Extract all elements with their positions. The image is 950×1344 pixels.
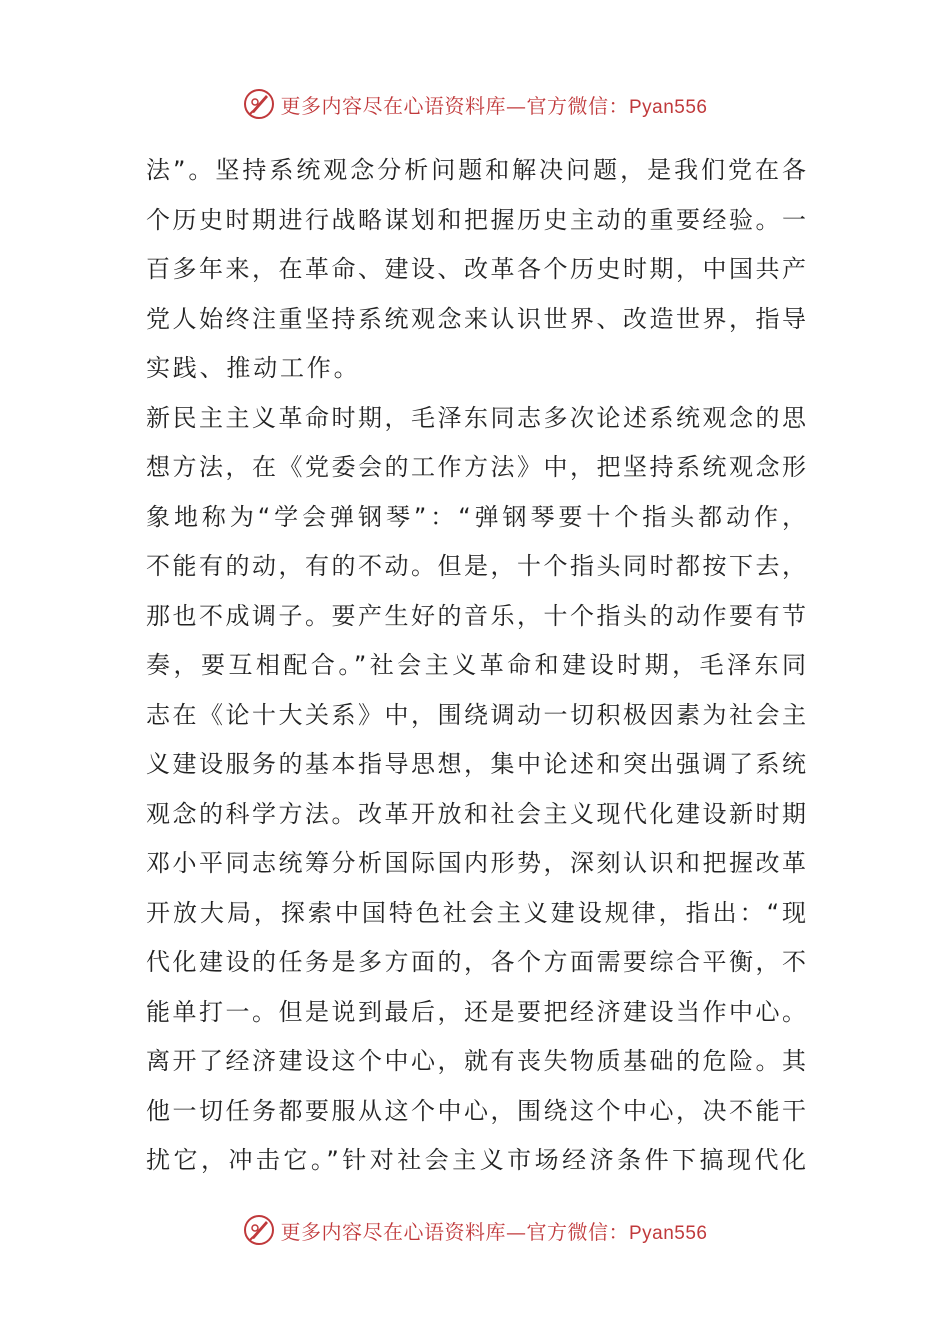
text-line: 扰它，冲击它。”针对社会主义市场经济条件下搞现代化 [146, 1146, 806, 1174]
text-line: 百多年来，在革命、建设、改革各个历史时期，中国共产 [146, 255, 806, 283]
text-line: 不能有的动，有的不动。但是，十个指头同时都按下去， [146, 552, 806, 580]
watermark-brand: 更多内容尽在心语资料库 [280, 93, 506, 118]
text-line: 邓小平同志统筹分析国际国内形势，深刻认识和把握改革 [146, 849, 806, 877]
text-line: 党人始终注重坚持系统观念来认识世界、改造世界，指导 [146, 304, 806, 333]
text-line: 法”。坚持系统观念分析问题和解决问题，是我们党在各 [146, 156, 806, 184]
watermark-dash: — [505, 1219, 527, 1244]
text-line: 个历史时期进行战略谋划和把握历史主动的重要经验。一 [146, 205, 806, 234]
text-line: 离开了经济建设这个中心，就有丧失物质基础的危险。其 [146, 1047, 806, 1075]
text-line: 奏，要互相配合。”社会主义革命和建设时期，毛泽东同 [146, 651, 806, 679]
text-line: 开放大局，探索中国特色社会主义建设规律，指出：“现 [146, 898, 806, 927]
quill-logo-icon [242, 87, 276, 121]
watermark-wechat-id: Pyan556 [628, 1222, 708, 1244]
watermark-text [280, 90, 707, 119]
document-body [146, 146, 806, 1186]
watermark-official-label: 官方微信： [526, 1219, 629, 1244]
watermark-text [280, 1216, 707, 1245]
text-line: 实践、推动工作。 [146, 354, 361, 382]
footer-watermark [0, 1210, 950, 1250]
watermark-official-label: 官方微信： [526, 93, 629, 118]
text-line: 那也不成调子。要产生好的音乐，十个指头的动作要有节 [146, 601, 806, 630]
text-line: 代化建设的任务是多方面的，各个方面需要综合平衡，不 [146, 948, 806, 976]
header-watermark [0, 84, 950, 124]
watermark-dash: — [505, 93, 527, 118]
text-line: 志在《论十大关系》中，围绕调动一切积极因素为社会主 [146, 700, 806, 729]
watermark-wechat-id: Pyan556 [628, 96, 708, 118]
text-line: 他一切任务都要服从这个中心，围绕这个中心，决不能干 [146, 1096, 806, 1125]
text-line: 新民主主义革命时期，毛泽东同志多次论述系统观念的思 [146, 403, 806, 432]
text-line: 象地称为“学会弹钢琴”：“弹钢琴要十个指头都动作， [146, 502, 806, 531]
text-line: 义建设服务的基本指导思想，集中论述和突出强调了系统 [146, 750, 806, 778]
text-line: 想方法，在《党委会的工作方法》中，把坚持系统观念形 [146, 453, 806, 481]
quill-logo-icon [242, 1213, 276, 1247]
watermark-brand: 更多内容尽在心语资料库 [280, 1219, 506, 1244]
text-line: 观念的科学方法。改革开放和社会主义现代化建设新时期 [146, 799, 806, 828]
text-line: 能单打一。但是说到最后，还是要把经济建设当作中心。 [146, 997, 806, 1026]
